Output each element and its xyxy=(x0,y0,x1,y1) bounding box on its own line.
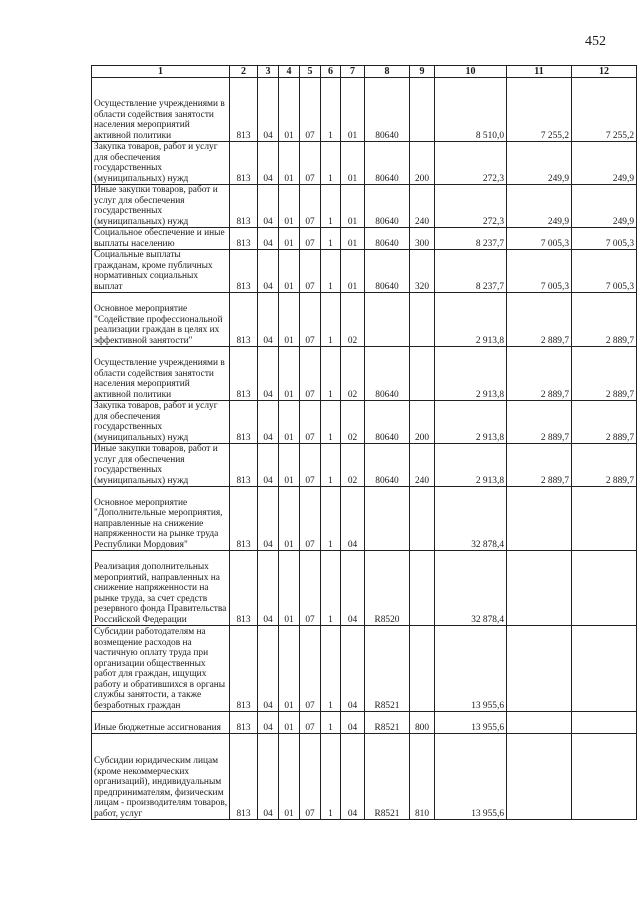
cell-direction: 80640 xyxy=(365,401,410,444)
cell-grbs: 813 xyxy=(230,626,258,712)
cell-program: 07 xyxy=(300,250,321,293)
cell-amount-year2 xyxy=(507,712,572,734)
table-row xyxy=(92,78,637,142)
cell-program: 07 xyxy=(300,293,321,347)
cell-amount-year3: 2 889,7 xyxy=(572,444,637,487)
cell-subsection: 01 xyxy=(279,347,300,401)
cell-program: 07 xyxy=(300,734,321,820)
cell-amount-year2: 7 005,3 xyxy=(507,228,572,250)
cell-section: 04 xyxy=(258,401,279,444)
cell-subsection: 01 xyxy=(279,487,300,551)
cell-direction: 80640 xyxy=(365,250,410,293)
cell-amount-year1: 13 955,6 xyxy=(435,712,507,734)
cell-amount-year2: 249,9 xyxy=(507,185,572,228)
row-name: Социальное обеспечение и иные выплаты населению xyxy=(92,228,230,250)
cell-subprogram: 1 xyxy=(321,626,341,712)
column-header: 8 xyxy=(365,66,410,78)
column-header: 9 xyxy=(410,66,435,78)
cell-amount-year1: 13 955,6 xyxy=(435,734,507,820)
cell-amount-year2: 7 005,3 xyxy=(507,250,572,293)
cell-grbs: 813 xyxy=(230,185,258,228)
column-header: 7 xyxy=(341,66,365,78)
table-row xyxy=(92,626,637,712)
row-name: Социальные выплаты гражданам, кроме публичных нормативных социальных выплат xyxy=(92,250,230,293)
cell-subsection: 01 xyxy=(279,293,300,347)
cell-amount-year2 xyxy=(507,734,572,820)
cell-amount-year1: 2 913,8 xyxy=(435,347,507,401)
cell-expense-type: 320 xyxy=(410,250,435,293)
cell-expense-type: 200 xyxy=(410,401,435,444)
cell-subsection: 01 xyxy=(279,142,300,185)
row-name: Реализация дополнительных мероприятий, направленных на снижение напряженности на рынке труда, за счет средств резервного фонда Правительства Российской Федерации xyxy=(92,551,230,626)
cell-subprogram: 1 xyxy=(321,78,341,142)
cell-subprogram: 1 xyxy=(321,712,341,734)
cell-direction: 80640 xyxy=(365,142,410,185)
table-row xyxy=(92,142,637,185)
cell-subprogram: 1 xyxy=(321,734,341,820)
table-row xyxy=(92,185,637,228)
cell-section: 04 xyxy=(258,734,279,820)
cell-expense-type xyxy=(410,78,435,142)
cell-event: 02 xyxy=(341,401,365,444)
cell-grbs: 813 xyxy=(230,712,258,734)
cell-event: 04 xyxy=(341,734,365,820)
column-header: 5 xyxy=(300,66,321,78)
cell-amount-year3 xyxy=(572,734,637,820)
cell-direction: R8521 xyxy=(365,712,410,734)
cell-section: 04 xyxy=(258,444,279,487)
cell-program: 07 xyxy=(300,185,321,228)
cell-amount-year2: 2 889,7 xyxy=(507,293,572,347)
cell-section: 04 xyxy=(258,551,279,626)
row-name: Иные закупки товаров, работ и услуг для обеспечения государственных (муниципальных) нужд xyxy=(92,185,230,228)
column-header: 3 xyxy=(258,66,279,78)
cell-subprogram: 1 xyxy=(321,487,341,551)
cell-event: 01 xyxy=(341,78,365,142)
cell-direction: R8520 xyxy=(365,551,410,626)
cell-subprogram: 1 xyxy=(321,142,341,185)
column-header: 1 xyxy=(92,66,230,78)
table-row xyxy=(92,444,637,487)
cell-program: 07 xyxy=(300,228,321,250)
cell-expense-type: 810 xyxy=(410,734,435,820)
cell-subsection: 01 xyxy=(279,78,300,142)
table-row xyxy=(92,712,637,734)
column-header: 11 xyxy=(507,66,572,78)
row-name: Иные бюджетные ассигнования xyxy=(92,712,230,734)
row-name: Основное мероприятие "Содействие профессиональной реализации граждан в целях их эффективной занятости" xyxy=(92,293,230,347)
cell-amount-year3: 249,9 xyxy=(572,185,637,228)
cell-direction: 80640 xyxy=(365,347,410,401)
table-row xyxy=(92,401,637,444)
cell-grbs: 813 xyxy=(230,551,258,626)
cell-grbs: 813 xyxy=(230,444,258,487)
cell-subprogram: 1 xyxy=(321,444,341,487)
cell-subsection: 01 xyxy=(279,401,300,444)
cell-amount-year1: 2 913,8 xyxy=(435,293,507,347)
cell-amount-year2: 2 889,7 xyxy=(507,401,572,444)
cell-amount-year2: 249,9 xyxy=(507,142,572,185)
cell-event: 04 xyxy=(341,712,365,734)
cell-subsection: 01 xyxy=(279,444,300,487)
cell-event: 01 xyxy=(341,228,365,250)
row-name: Иные закупки товаров, работ и услуг для обеспечения государственных (муниципальных) нужд xyxy=(92,444,230,487)
column-header: 10 xyxy=(435,66,507,78)
cell-amount-year2: 7 255,2 xyxy=(507,78,572,142)
cell-subprogram: 1 xyxy=(321,401,341,444)
cell-event: 04 xyxy=(341,487,365,551)
cell-direction xyxy=(365,487,410,551)
column-number-row xyxy=(92,66,637,78)
cell-amount-year3: 7 255,2 xyxy=(572,78,637,142)
cell-expense-type: 800 xyxy=(410,712,435,734)
cell-direction: R8521 xyxy=(365,734,410,820)
cell-amount-year2 xyxy=(507,626,572,712)
row-name: Субсидии работодателям на возмещение расходов на частичную оплату труда при организации общественных работ для граждан, ищущих работу и обратившихся в органы службы занятости, а также безработных граждан xyxy=(92,626,230,712)
cell-amount-year3 xyxy=(572,626,637,712)
cell-subsection: 01 xyxy=(279,185,300,228)
cell-program: 07 xyxy=(300,78,321,142)
cell-amount-year3 xyxy=(572,487,637,551)
cell-subprogram: 1 xyxy=(321,293,341,347)
cell-direction: 80640 xyxy=(365,185,410,228)
cell-subprogram: 1 xyxy=(321,185,341,228)
cell-grbs: 813 xyxy=(230,78,258,142)
cell-amount-year3: 7 005,3 xyxy=(572,250,637,293)
row-name: Субсидии юридическим лицам (кроме некоммерческих организаций), индивидуальным предпринимателям, физическим лицам - производителям товаров, работ, услуг xyxy=(92,734,230,820)
cell-direction xyxy=(365,293,410,347)
row-name: Осуществление учреждениями в области содействия занятости населения мероприятий активной политики xyxy=(92,347,230,401)
cell-amount-year1: 272,3 xyxy=(435,185,507,228)
table-row xyxy=(92,293,637,347)
row-name: Закупка товаров, работ и услуг для обеспечения государственных (муниципальных) нужд xyxy=(92,401,230,444)
cell-subsection: 01 xyxy=(279,551,300,626)
cell-amount-year1: 2 913,8 xyxy=(435,401,507,444)
cell-amount-year1: 8 510,0 xyxy=(435,78,507,142)
page-number: 452 xyxy=(585,34,606,49)
cell-grbs: 813 xyxy=(230,347,258,401)
table-row xyxy=(92,487,637,551)
cell-amount-year1: 2 913,8 xyxy=(435,444,507,487)
cell-subprogram: 1 xyxy=(321,250,341,293)
cell-section: 04 xyxy=(258,487,279,551)
cell-event: 02 xyxy=(341,293,365,347)
table-row xyxy=(92,228,637,250)
column-header: 2 xyxy=(230,66,258,78)
cell-subprogram: 1 xyxy=(321,551,341,626)
cell-section: 04 xyxy=(258,293,279,347)
cell-program: 07 xyxy=(300,626,321,712)
cell-subprogram: 1 xyxy=(321,228,341,250)
cell-direction: 80640 xyxy=(365,78,410,142)
cell-expense-type: 240 xyxy=(410,185,435,228)
cell-expense-type xyxy=(410,347,435,401)
cell-amount-year3: 249,9 xyxy=(572,142,637,185)
cell-expense-type xyxy=(410,487,435,551)
cell-direction: 80640 xyxy=(365,228,410,250)
cell-subsection: 01 xyxy=(279,626,300,712)
cell-program: 07 xyxy=(300,347,321,401)
cell-grbs: 813 xyxy=(230,250,258,293)
cell-program: 07 xyxy=(300,487,321,551)
cell-grbs: 813 xyxy=(230,734,258,820)
cell-section: 04 xyxy=(258,78,279,142)
table-row xyxy=(92,347,637,401)
cell-subprogram: 1 xyxy=(321,347,341,401)
cell-amount-year3: 2 889,7 xyxy=(572,347,637,401)
cell-direction: R8521 xyxy=(365,626,410,712)
cell-amount-year1: 8 237,7 xyxy=(435,228,507,250)
cell-subsection: 01 xyxy=(279,250,300,293)
cell-event: 01 xyxy=(341,185,365,228)
cell-grbs: 813 xyxy=(230,401,258,444)
cell-subsection: 01 xyxy=(279,734,300,820)
cell-event: 02 xyxy=(341,444,365,487)
cell-amount-year1: 8 237,7 xyxy=(435,250,507,293)
cell-direction: 80640 xyxy=(365,444,410,487)
cell-amount-year2 xyxy=(507,551,572,626)
column-header: 12 xyxy=(572,66,637,78)
cell-amount-year3: 7 005,3 xyxy=(572,228,637,250)
row-name: Основное мероприятие "Дополнительные мероприятия, направленные на снижение напряженности на рынке труда Республики Мордовия" xyxy=(92,487,230,551)
table-row xyxy=(92,551,637,626)
cell-program: 07 xyxy=(300,551,321,626)
cell-expense-type: 240 xyxy=(410,444,435,487)
column-header: 4 xyxy=(279,66,300,78)
cell-amount-year1: 13 955,6 xyxy=(435,626,507,712)
cell-program: 07 xyxy=(300,401,321,444)
cell-event: 01 xyxy=(341,250,365,293)
cell-section: 04 xyxy=(258,347,279,401)
cell-amount-year3 xyxy=(572,551,637,626)
cell-program: 07 xyxy=(300,142,321,185)
cell-amount-year3: 2 889,7 xyxy=(572,401,637,444)
cell-event: 04 xyxy=(341,551,365,626)
cell-section: 04 xyxy=(258,626,279,712)
cell-grbs: 813 xyxy=(230,487,258,551)
cell-event: 01 xyxy=(341,142,365,185)
cell-amount-year1: 272,3 xyxy=(435,142,507,185)
column-header: 6 xyxy=(321,66,341,78)
cell-amount-year2 xyxy=(507,487,572,551)
cell-amount-year3 xyxy=(572,712,637,734)
row-name: Осуществление учреждениями в области содействия занятости населения мероприятий активной политики xyxy=(92,78,230,142)
cell-subsection: 01 xyxy=(279,712,300,734)
cell-program: 07 xyxy=(300,444,321,487)
table-row xyxy=(92,250,637,293)
cell-event: 02 xyxy=(341,347,365,401)
cell-subsection: 01 xyxy=(279,228,300,250)
row-name: Закупка товаров, работ и услуг для обеспечения государственных (муниципальных) нужд xyxy=(92,142,230,185)
cell-event: 04 xyxy=(341,626,365,712)
cell-amount-year2: 2 889,7 xyxy=(507,347,572,401)
cell-expense-type xyxy=(410,293,435,347)
cell-grbs: 813 xyxy=(230,228,258,250)
cell-grbs: 813 xyxy=(230,142,258,185)
cell-section: 04 xyxy=(258,228,279,250)
cell-section: 04 xyxy=(258,712,279,734)
cell-expense-type xyxy=(410,551,435,626)
cell-section: 04 xyxy=(258,250,279,293)
cell-expense-type: 200 xyxy=(410,142,435,185)
cell-expense-type xyxy=(410,626,435,712)
cell-expense-type: 300 xyxy=(410,228,435,250)
table-row xyxy=(92,734,637,820)
cell-amount-year1: 32 878,4 xyxy=(435,551,507,626)
cell-section: 04 xyxy=(258,142,279,185)
cell-amount-year1: 32 878,4 xyxy=(435,487,507,551)
cell-program: 07 xyxy=(300,712,321,734)
cell-amount-year3: 2 889,7 xyxy=(572,293,637,347)
cell-section: 04 xyxy=(258,185,279,228)
cell-grbs: 813 xyxy=(230,293,258,347)
cell-amount-year2: 2 889,7 xyxy=(507,444,572,487)
budget-table xyxy=(91,65,637,820)
